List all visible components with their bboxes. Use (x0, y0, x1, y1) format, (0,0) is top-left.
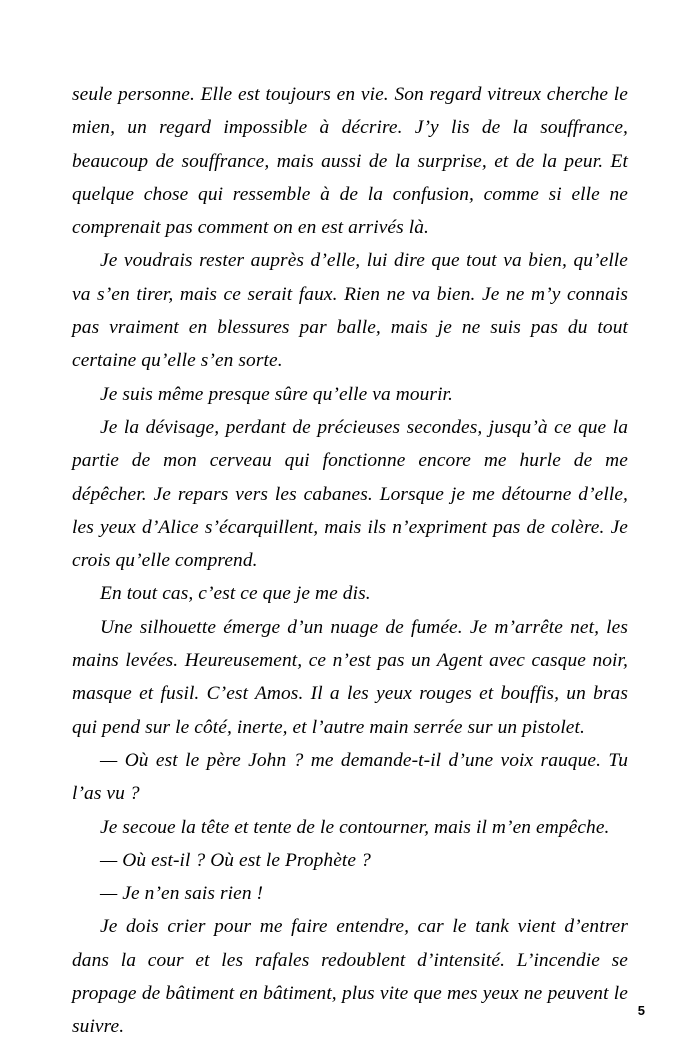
paragraph: Je voudrais rester auprès d’elle, lui dire que tout va bien, qu’elle va s’en tirer, mais ce serait faux. Rien ne va bien. Je ne m’y connais pas vraiment en blessures par balle, mais je ne suis pas du tout certaine qu’elle s’en sorte. (72, 250, 628, 372)
paragraph: — Je n’en sais rien ! (100, 883, 264, 905)
paragraph: seule personne. Elle est toujours en vie. Son regard vitreux cherche le mien, un regard impossible à décrire. J’y lis de la souffrance, beaucoup de souffrance, mais aussi de la surprise, et de la peur. Et quelque chose qui ressemble à de la confusion, comme si elle ne comprenait pas comment on en est arrivés là. (72, 84, 628, 239)
page-number: 5 (637, 1003, 645, 1018)
paragraph: En tout cas, c’est ce que je me dis. (100, 583, 371, 605)
paragraph: Je suis même presque sûre qu’elle va mourir. (100, 383, 453, 405)
paragraph: Je la dévisage, perdant de précieuses secondes, jusqu’à ce que la partie de mon cerveau qui fonctionne encore me hurle de me dépêcher. Je repars vers les cabanes. Lorsque je me détourne d’elle, les yeux d’Alice s’écarquillent, mais ils n’expriment pas de colère. Je crois qu’elle comprend. (72, 416, 628, 572)
paragraph: Je secoue la tête et tente de le contourner, mais il m’en empêche. (100, 816, 610, 838)
page-text-block (72, 78, 628, 1044)
paragraph: Une silhouette émerge d’un nuage de fumée. Je m’arrête net, les mains levées. Heureusement, ce n’est pas un Agent avec casque noir, masque et fusil. C’est Amos. Il a les yeux rouges et bouffis, un bras qui pend sur le côté, inerte, et l’autre main serrée sur un pistolet. (72, 616, 628, 738)
paragraph: — Où est le père John ? me demande-t-il d’une voix rauque. Tu l’as vu ? (72, 749, 628, 805)
paragraph: Je dois crier pour me faire entendre, car le tank vient d’entrer dans la cour et les rafales redoublent d’intensité. L’incendie se propage de bâtiment en bâtiment, plus vite que mes yeux ne peuvent le suivre. (72, 916, 628, 1038)
paragraph: — Où est-il ? Où est le Prophète ? (100, 849, 371, 871)
